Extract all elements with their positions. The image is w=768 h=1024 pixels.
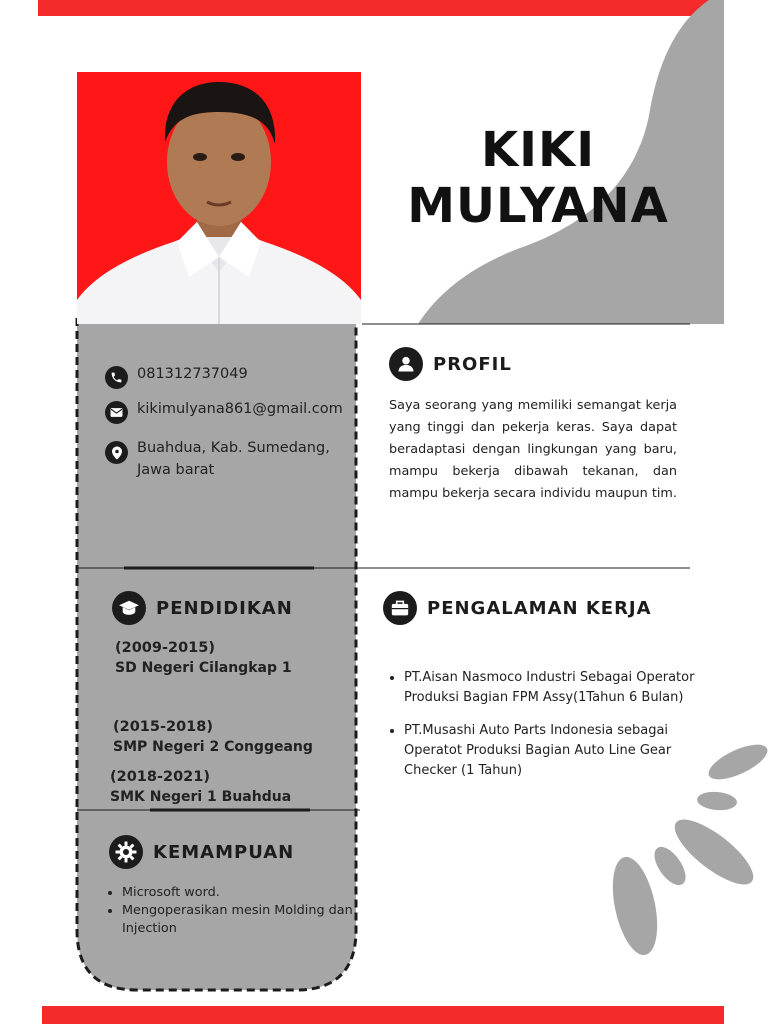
education-school: SD Negeri Cilangkap 1 [115,660,292,676]
profil-heading [389,347,512,381]
pengalaman-heading-text: PENGALAMAN KERJA [427,597,652,619]
briefcase-icon [383,591,417,625]
email-address: kikimulyana861@gmail.com [137,401,343,417]
kemampuan-heading [109,835,294,869]
address-line-2: Jawa barat [137,462,215,478]
phone-icon [105,366,128,389]
education-item-2 [113,717,313,757]
phone-number: 081312737049 [137,366,248,382]
list-item: • PT.Musashi Auto Parts Indonesia sebagai Operatot Produksi Bagian Auto Line Gear Checker (1 Tahun) [404,721,710,781]
profil-heading-text: PROFIL [433,353,512,375]
experience-list [386,668,710,794]
contact-address [105,437,330,481]
pendidikan-heading-text: PENDIDIKAN [156,597,293,619]
education-item-3 [110,767,291,807]
education-years: (2015-2018) [113,719,213,735]
education-school: SMP Negeri 2 Conggeang [113,739,313,755]
list-item: • PT.Aisan Nasmoco Industri Sebagai Operator Produksi Bagian FPM Assy(1Tahun 6 Bulan) [404,668,710,708]
pendidikan-heading [112,591,293,625]
address-line-1: Buahdua, Kab. Sumedang, [137,440,330,456]
education-years: (2018-2021) [110,769,210,785]
graduation-cap-icon [112,591,146,625]
education-item-1 [115,638,292,678]
full-name [380,122,696,234]
profile-photo [77,72,361,324]
last-name: MULYANA [407,178,669,234]
education-school: SMK Negeri 1 Buahdua [110,789,292,805]
skill-list [104,884,362,938]
contact-phone [105,366,248,389]
mail-icon [105,401,128,424]
person-illustration [77,72,361,324]
location-pin-icon [105,441,128,464]
contact-email [105,401,343,424]
kemampuan-heading-text: KEMAMPUAN [153,841,295,863]
pengalaman-heading [383,591,652,625]
user-icon [389,347,423,381]
list-item: • Mengoperasikan mesin Molding dan Injection [122,902,362,938]
list-item: • Microsoft word. [122,884,362,902]
gear-icon [109,835,143,869]
profil-text: Saya seorang yang memiliki semangat kerja yang tinggi dan pekerja keras. Saya dapat beradaptasi dengan lingkungan yang baru, mampu bekerja dibawah tekanan, dan mampu bekerja secara individu maupun tim. [389,398,677,501]
first-name: KIKI [480,122,596,178]
education-years: (2009-2015) [115,640,215,656]
